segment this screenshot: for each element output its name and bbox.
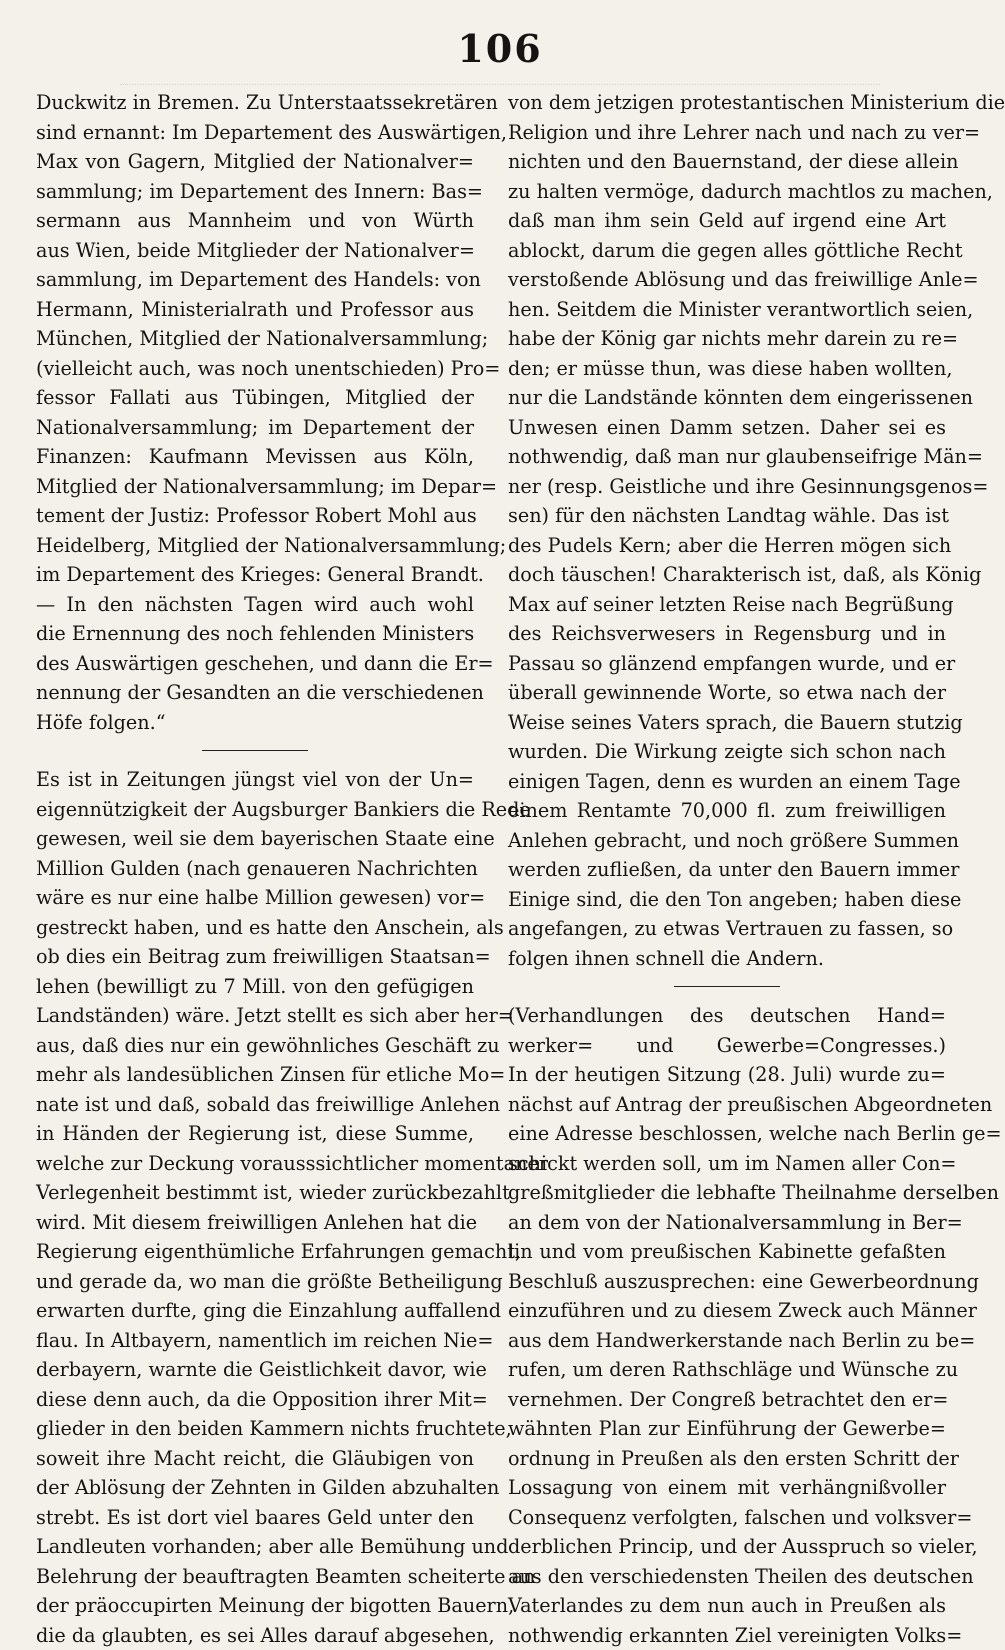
text-line: Million Gulden (nach genaueren Nachrichten [36, 854, 474, 884]
text-line: Religion und ihre Lehrer nach und nach zu ver= [508, 118, 946, 148]
text-line: daß man ihm sein Geld auf irgend eine Art [508, 206, 946, 236]
text-line: Regierung eigenthümliche Erfahrungen gemacht, [36, 1237, 474, 1267]
text-line: an dem von der Nationalversammlung in Ber= [508, 1208, 946, 1238]
text-line: soweit ihre Macht reicht, die Gläubigen von [36, 1444, 474, 1474]
text-line: habe der König gar nichts mehr darein zu re= [508, 324, 946, 354]
text-line: Heidelberg, Mitglied der Nationalversammlung; [36, 531, 474, 561]
text-line: wähnten Plan zur Einführung der Gewerbe= [508, 1414, 946, 1444]
text-line: sammlung, im Departement des Handels: von [36, 265, 474, 295]
text-line: nothwendig, daß man nur glaubenseifrige Män= [508, 442, 946, 472]
text-line: sermann aus Mannheim und von Würth [36, 206, 474, 236]
text-line: und gerade da, wo man die größte Betheiligung [36, 1267, 474, 1297]
text-line: folgen ihnen schnell die Andern. [508, 944, 946, 974]
text-line: Verlegenheit bestimmt ist, wieder zurückbezahlt [36, 1178, 474, 1208]
text-line: nothwendig erkannten Ziel vereinigten Volks= [508, 1621, 946, 1650]
text-line: sen) für den nächsten Landtag wähle. Das ist [508, 501, 946, 531]
text-line: strebt. Es ist dort viel baares Geld unter den [36, 1503, 474, 1533]
text-line: Mitglied der Nationalversammlung; im Depar= [36, 472, 474, 502]
text-line: ner (resp. Geistliche und ihre Gesinnungsgenos= [508, 472, 946, 502]
text-line: Hermann, Ministerialrath und Professor aus [36, 295, 474, 325]
text-line: Höfe folgen.“ [36, 708, 474, 738]
text-line: Es ist in Zeitungen jüngst viel von der Un= [36, 765, 474, 795]
left-column [36, 88, 474, 1650]
text-line: hen. Seitdem die Minister verantwortlich seien, [508, 295, 946, 325]
text-line: die Ernennung des noch fehlenden Ministers [36, 619, 474, 649]
text-line: gewesen, weil sie dem bayerischen Staate eine [36, 824, 474, 854]
text-line: Max auf seiner letzten Reise nach Begrüßung [508, 590, 946, 620]
text-line: flau. In Altbayern, namentlich im reichen Nie= [36, 1326, 474, 1356]
text-line: der Ablösung der Zehnten in Gilden abzuhalten [36, 1473, 474, 1503]
text-line: angefangen, zu etwas Vertrauen zu fassen, so [508, 914, 946, 944]
text-line: aus den verschiedensten Theilen des deutschen [508, 1562, 946, 1592]
text-line: Unwesen einen Damm setzen. Daher sei es [508, 413, 946, 443]
text-line: zu halten vermöge, dadurch machtlos zu machen, [508, 177, 946, 207]
text-line: den; er müsse thun, was diese haben wollten, [508, 354, 946, 384]
text-line: lehen (bewilligt zu 7 Mill. von den gefügigen [36, 972, 474, 1002]
text-line: mehr als landesüblichen Zinsen für etliche Mo= [36, 1060, 474, 1090]
text-line: der präoccupirten Meinung der bigotten Bauern, [36, 1591, 474, 1621]
text-line: (vielleicht auch, was noch unentschieden) Pro= [36, 354, 474, 384]
text-line: — In den nächsten Tagen wird auch wohl [36, 590, 474, 620]
text-line: München, Mitglied der Nationalversammlung; [36, 324, 474, 354]
text-line: Beschluß auszusprechen: eine Gewerbeordnung [508, 1267, 946, 1297]
text-line: werden zufließen, da unter den Bauern immer [508, 855, 946, 885]
text-line: Lossagung von einem mit verhängnißvoller [508, 1473, 946, 1503]
text-line: eine Adresse beschlossen, welche nach Berlin ge= [508, 1119, 946, 1149]
text-line: fessor Fallati aus Tübingen, Mitglied der [36, 383, 474, 413]
text-line: nennung der Gesandten an die verschiedenen [36, 678, 474, 708]
text-line: gestreckt haben, und es hatte den Anschein, als [36, 913, 474, 943]
text-line: im Departement des Krieges: General Brandt. [36, 560, 474, 590]
text-line: Landleuten vorhanden; aber alle Bemühung und [36, 1532, 474, 1562]
text-line: In der heutigen Sitzung (28. Juli) wurde zu= [508, 1060, 946, 1090]
text-line: einigen Tagen, denn es wurden an einem Tage [508, 767, 946, 797]
text-line: einem Rentamte 70,000 fl. zum freiwilligen [508, 796, 946, 826]
text-line: wurden. Die Wirkung zeigte sich schon nach [508, 737, 946, 767]
text-line: sammlung; im Departement des Innern: Bas= [36, 177, 474, 207]
text-line: Max von Gagern, Mitglied der Nationalver= [36, 147, 474, 177]
text-line: wäre es nur eine halbe Million gewesen) vor= [36, 883, 474, 913]
text-line: nate ist und daß, sobald das freiwillige Anlehen [36, 1090, 474, 1120]
text-line: tement der Justiz: Professor Robert Mohl aus [36, 501, 474, 531]
text-line: des Pudels Kern; aber die Herren mögen sich [508, 531, 946, 561]
text-line: rufen, um deren Rathschläge und Wünsche zu [508, 1355, 946, 1385]
page-number: 106 [0, 26, 1000, 71]
text-line: Belehrung der beauftragten Beamten scheiterte an [36, 1562, 474, 1592]
text-line: greßmitglieder die lebhafte Theilnahme derselben [508, 1178, 946, 1208]
text-line: ordnung in Preußen als den ersten Schritt der [508, 1444, 946, 1474]
text-line: Consequenz verfolgten, falschen und volksver= [508, 1503, 946, 1533]
text-line: die da glaubten, es sei Alles darauf abgesehen, [36, 1621, 474, 1650]
text-line: glieder in den beiden Kammern nichts fruchtete, [36, 1414, 474, 1444]
section-divider [508, 973, 946, 1001]
text-line: Duckwitz in Bremen. Zu Unterstaatssekretären [36, 88, 474, 118]
text-line: (Verhandlungen des deutschen Hand= [508, 1001, 946, 1031]
text-line: schickt werden soll, um im Namen aller Con= [508, 1149, 946, 1179]
text-line: Anlehen gebracht, und noch größere Summen [508, 826, 946, 856]
text-line: eigennützigkeit der Augsburger Bankiers die Rede [36, 795, 474, 825]
text-line: vernehmen. Der Congreß betrachtet den er= [508, 1385, 946, 1415]
text-line: werker= und Gewerbe=Congresses.) [508, 1031, 946, 1061]
text-line: nichten und den Bauernstand, der diese allein [508, 147, 946, 177]
text-line: überall gewinnende Worte, so etwa nach der [508, 678, 946, 708]
text-line: Einige sind, die den Ton angeben; haben diese [508, 885, 946, 915]
text-line: einzuführen und zu diesem Zweck auch Männer [508, 1296, 946, 1326]
text-line: welche zur Deckung vorausssichtlicher momentaner [36, 1149, 474, 1179]
text-line: Passau so glänzend empfangen wurde, und er [508, 649, 946, 679]
text-line: von dem jetzigen protestantischen Ministerium die [508, 88, 946, 118]
text-line: nächst auf Antrag der preußischen Abgeordneten [508, 1090, 946, 1120]
text-line: ablockt, darum die gegen alles göttliche Recht [508, 236, 946, 266]
text-line: aus Wien, beide Mitglieder der Nationalver= [36, 236, 474, 266]
text-line: aus dem Handwerkerstande nach Berlin zu be= [508, 1326, 946, 1356]
right-column [508, 88, 946, 1650]
text-line: ob dies ein Beitrag zum freiwilligen Staatsan= [36, 942, 474, 972]
text-line: Weise seines Vaters sprach, die Bauern stutzig [508, 708, 946, 738]
text-line: in Händen der Regierung ist, diese Summe, [36, 1119, 474, 1149]
text-line: wird. Mit diesem freiwilligen Anlehen hat die [36, 1208, 474, 1238]
text-line: des Reichsverwesers in Regensburg und in [508, 619, 946, 649]
text-line: Landständen) wäre. Jetzt stellt es sich aber her= [36, 1001, 474, 1031]
text-line: sind ernannt: Im Departement des Auswärtigen, [36, 118, 474, 148]
section-divider [36, 737, 474, 765]
text-line: des Auswärtigen geschehen, und dann die Er= [36, 649, 474, 679]
text-line: derbayern, warnte die Geistlichkeit davor, wie [36, 1355, 474, 1385]
text-line: diese denn auch, da die Opposition ihrer Mit= [36, 1385, 474, 1415]
text-line: doch täuschen! Charakterisch ist, daß, als König [508, 560, 946, 590]
text-line: Finanzen: Kaufmann Mevissen aus Köln, [36, 442, 474, 472]
text-line: aus, daß dies nur ein gewöhnliches Geschäft zu [36, 1031, 474, 1061]
text-line: erwarten durfte, ging die Einzahlung auffallend [36, 1296, 474, 1326]
text-line: Nationalversammlung; im Departement der [36, 413, 474, 443]
text-line: nur die Landstände könnten dem eingerissenen [508, 383, 946, 413]
text-line: derblichen Princip, und der Ausspruch so vieler, [508, 1532, 946, 1562]
text-line: Vaterlandes zu dem nun auch in Preußen als [508, 1591, 946, 1621]
text-line: verstoßende Ablösung und das freiwillige Anle= [508, 265, 946, 295]
text-line: lin und vom preußischen Kabinette gefaßten [508, 1237, 946, 1267]
